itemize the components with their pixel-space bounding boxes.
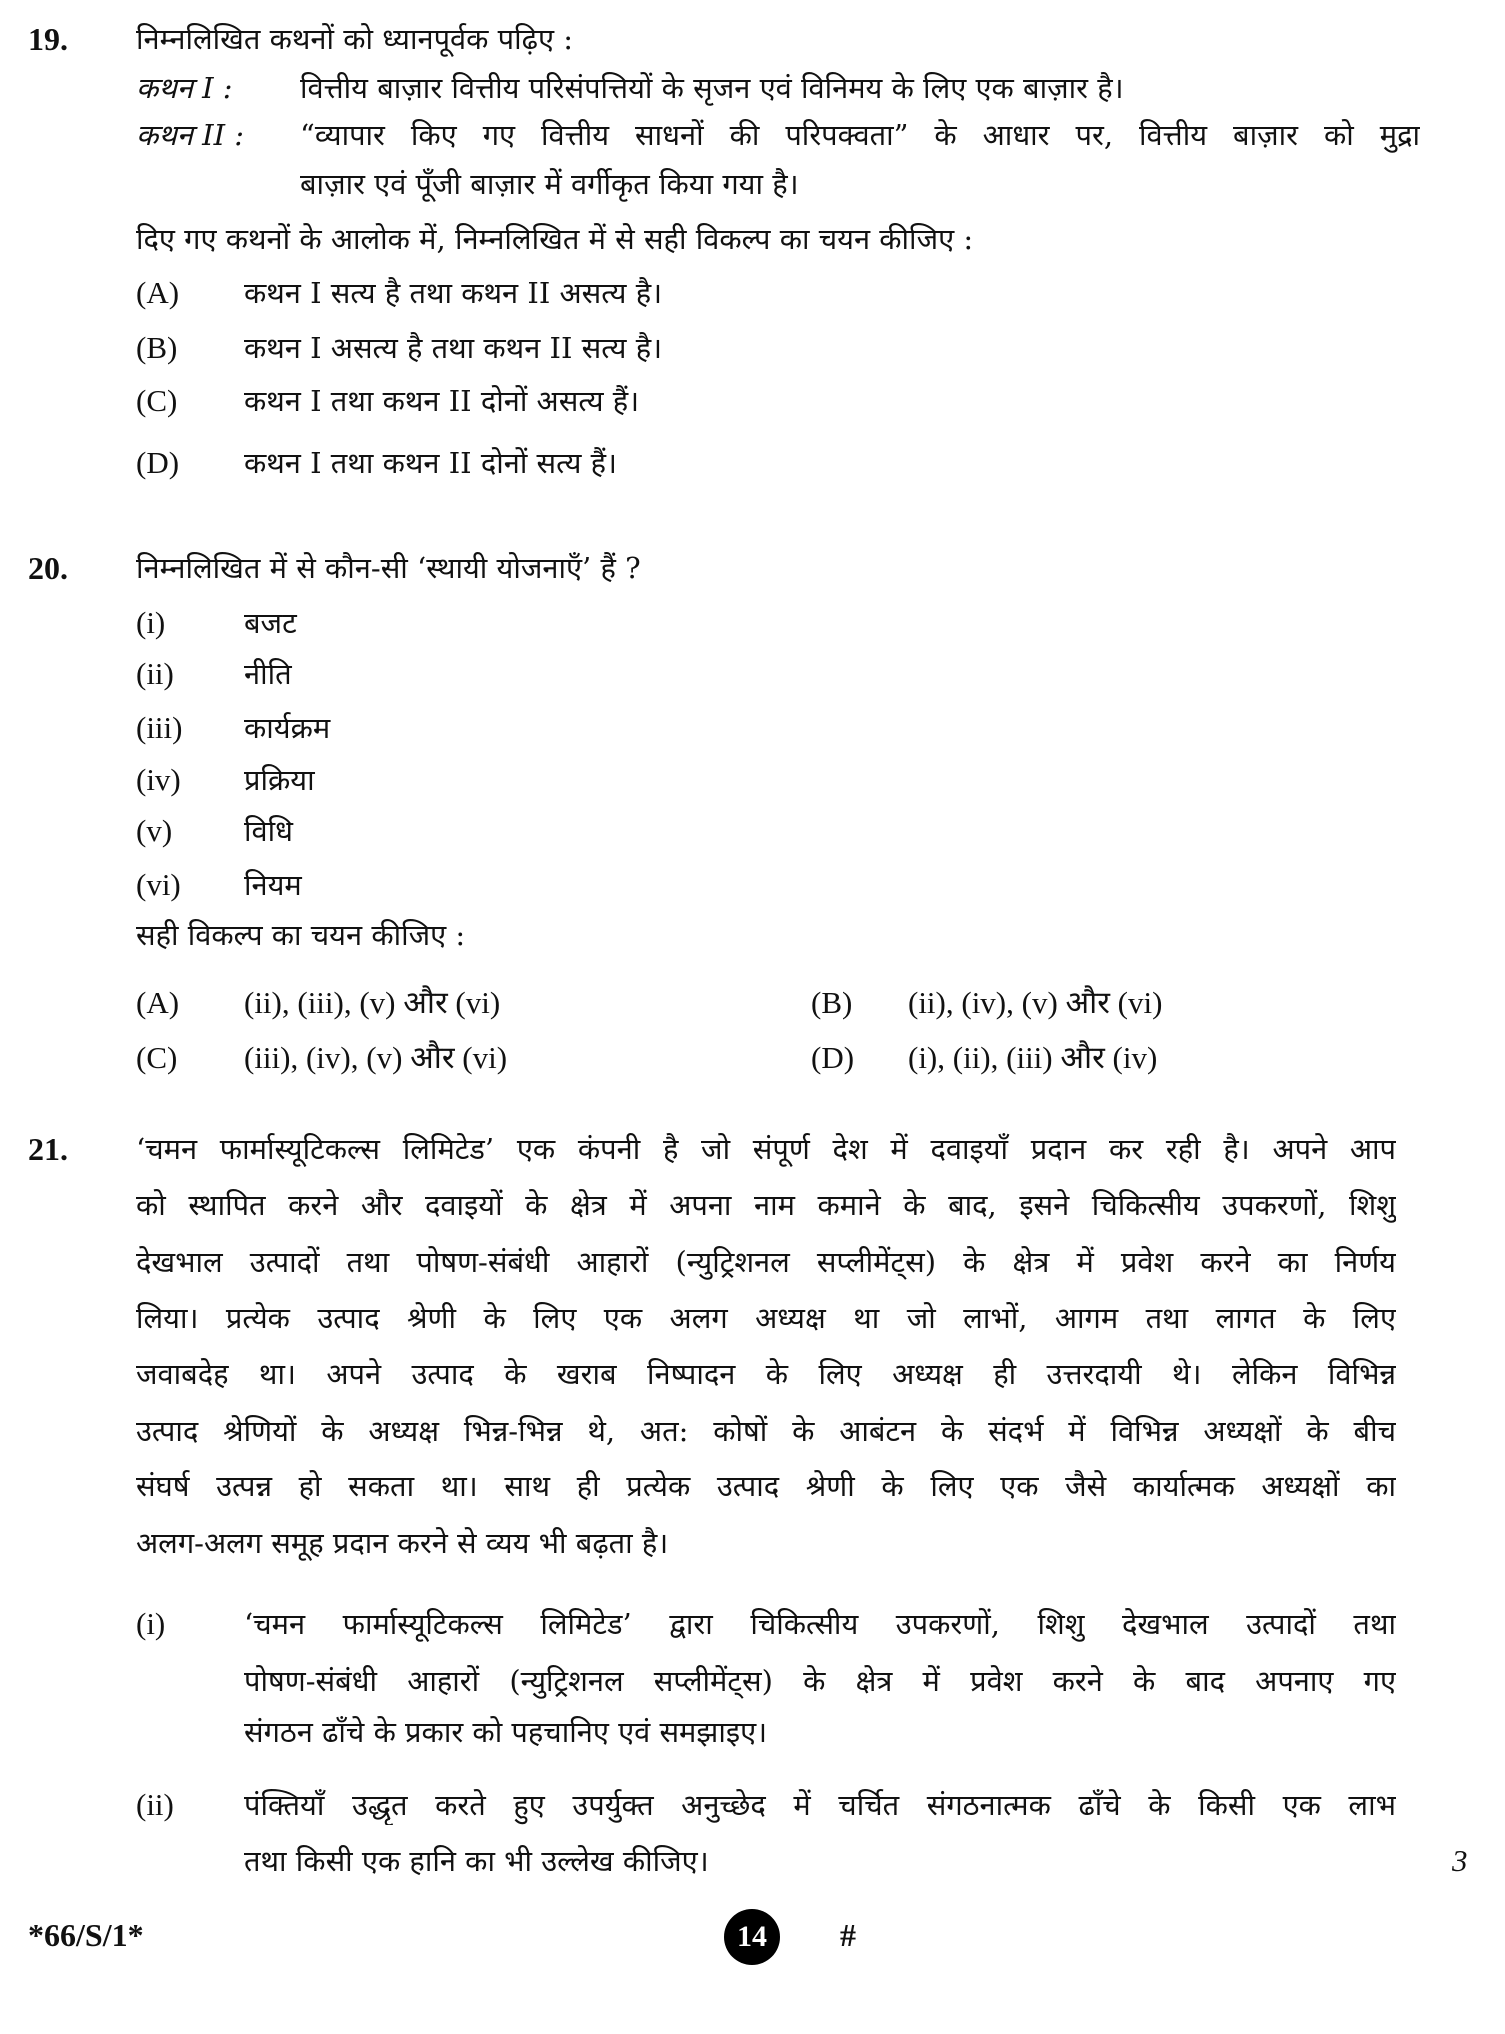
q20-question: निम्नलिखित में से कौन-सी ‘स्थायी योजनाएँ’ हैं ?: [136, 551, 641, 585]
q19-option-b-label: (B): [136, 330, 178, 365]
q21-paragraph-line: देखभाल उत्पादों तथा पोषण-संबंधी आहारों (न्युट्रिशनल सप्लीमेंट्स) के क्षेत्र में प्रवेश करने का निर्णय: [136, 1245, 1396, 1279]
page-number-badge: 14: [724, 1909, 780, 1965]
q20-option-d-text: (i), (ii), (iii) और (iv): [908, 1040, 1158, 1075]
q21-paragraph-line: लिया। प्रत्येक उत्पाद श्रेणी के लिए एक अलग अध्यक्ष था जो लाभों, आगम तथा लागत के लिए: [136, 1301, 1396, 1335]
q21-paragraph-line: अलग-अलग समूह प्रदान करने से व्यय भी बढ़ता है।: [136, 1526, 669, 1560]
hash-mark: #: [840, 1917, 856, 1953]
statement-2-text-line2: बाज़ार एवं पूँजी बाज़ार में वर्गीकृत किया गया है।: [300, 167, 799, 201]
q20-instruction: सही विकल्प का चयन कीजिए :: [136, 918, 466, 952]
q20-item-text: विधि: [244, 814, 293, 848]
q20-item-text: प्रक्रिया: [244, 763, 315, 797]
q20-option-d-label: (D): [811, 1040, 855, 1075]
q21-part-i-line: पोषण-संबंधी आहारों (न्युट्रिशनल सप्लीमेंट्स) के क्षेत्र में प्रवेश करने के बाद अपनाए गए: [244, 1664, 1396, 1698]
q20-item-label: (vi): [136, 867, 181, 902]
q20-item-text: बजट: [244, 606, 297, 640]
q20-item-label: (iv): [136, 762, 181, 797]
q20-item-label: (v): [136, 813, 173, 848]
q19-intro: निम्नलिखित कथनों को ध्यानपूर्वक पढ़िए :: [136, 22, 574, 56]
q19-option-c-text: कथन I तथा कथन II दोनों असत्य हैं।: [244, 384, 640, 418]
q21-paragraph-line: ‘चमन फार्मास्यूटिकल्स लिमिटेड’ एक कंपनी है जो संपूर्ण देश में दवाइयाँ प्रदान कर रही है। अपने आप: [136, 1132, 1396, 1166]
q21-part-i-label: (i): [136, 1606, 166, 1641]
q21-paragraph-line: संघर्ष उत्पन्न हो सकता था। साथ ही प्रत्येक उत्पाद श्रेणी के लिए एक जैसे कार्यात्मक अध्यक्षों का: [136, 1469, 1396, 1503]
q20-item-text: कार्यक्रम: [244, 711, 331, 745]
question-number-21: 21.: [28, 1131, 68, 1167]
q20-item-label: (ii): [136, 656, 174, 691]
q20-option-b-text: (ii), (iv), (v) और (vi): [908, 985, 1163, 1020]
q19-option-d-text: कथन I तथा कथन II दोनों सत्य हैं।: [244, 446, 618, 480]
q20-option-a-label: (A): [136, 985, 180, 1020]
q20-option-a-text: (ii), (iii), (v) और (vi): [244, 985, 501, 1020]
q21-part-i-line: ‘चमन फार्मास्यूटिकल्स लिमिटेड’ द्वारा चिकित्सीय उपकरणों, शिशु देखभाल उत्पादों तथा: [244, 1607, 1396, 1641]
q19-option-d-label: (D): [136, 445, 180, 480]
q20-option-c-text: (iii), (iv), (v) और (vi): [244, 1040, 508, 1075]
q21-paragraph-line: उत्पाद श्रेणियों के अध्यक्ष भिन्न-भिन्न थे, अत: कोषों के आबंटन के संदर्भ में विभिन्न अध्यक्षों के बीच: [136, 1414, 1396, 1448]
q21-marks: 3: [1452, 1843, 1468, 1878]
q19-option-a-text: कथन I सत्य है तथा कथन II असत्य है।: [244, 276, 663, 310]
q19-option-a-label: (A): [136, 275, 180, 310]
q20-item-label: (i): [136, 605, 166, 640]
q21-paragraph-line: को स्थापित करने और दवाइयों के क्षेत्र में अपना नाम कमाने के बाद, इसने चिकित्सीय उपकरणों, शिशु: [136, 1188, 1396, 1222]
q19-instruction: दिए गए कथनों के आलोक में, निम्नलिखित में से सही विकल्प का चयन कीजिए :: [136, 222, 974, 256]
q21-part-ii-line: पंक्तियाँ उद्धृत करते हुए उपर्युक्त अनुच्छेद में चर्चित संगठनात्मक ढाँचे के किसी एक लाभ: [244, 1788, 1396, 1822]
q20-option-b-label: (B): [811, 985, 853, 1020]
q21-part-ii-line: तथा किसी एक हानि का भी उल्लेख कीजिए।: [244, 1844, 709, 1878]
question-number-19: 19.: [28, 21, 68, 57]
statement-1-label: कथन I :: [136, 71, 233, 105]
q20-item-text: नियम: [244, 868, 302, 902]
q19-option-c-label: (C): [136, 383, 178, 418]
statement-2-text-line1: “व्यापार किए गए वित्तीय साधनों की परिपक्वता” के आधार पर, वित्तीय बाज़ार को मुद्रा: [300, 118, 1420, 152]
question-number-20: 20.: [28, 550, 68, 586]
statement-2-label: कथन II :: [136, 118, 245, 152]
q20-option-c-label: (C): [136, 1040, 178, 1075]
q21-paragraph-line: जवाबदेह था। अपने उत्पाद के खराब निष्पादन के लिए अध्यक्ष ही उत्तरदायी थे। लेकिन विभिन्न: [136, 1357, 1396, 1391]
q20-item-text: नीति: [244, 657, 292, 691]
q20-item-label: (iii): [136, 710, 183, 745]
statement-1-text: वित्तीय बाज़ार वित्तीय परिसंपत्तियों के सृजन एवं विनिमय के लिए एक बाज़ार है।: [300, 71, 1124, 105]
paper-code: *66/S/1*: [28, 1917, 144, 1953]
q21-part-ii-label: (ii): [136, 1787, 174, 1822]
q19-option-b-text: कथन I असत्य है तथा कथन II सत्य है।: [244, 331, 663, 365]
q21-part-i-line: संगठन ढाँचे के प्रकार को पहचानिए एवं समझाइए।: [244, 1715, 768, 1749]
